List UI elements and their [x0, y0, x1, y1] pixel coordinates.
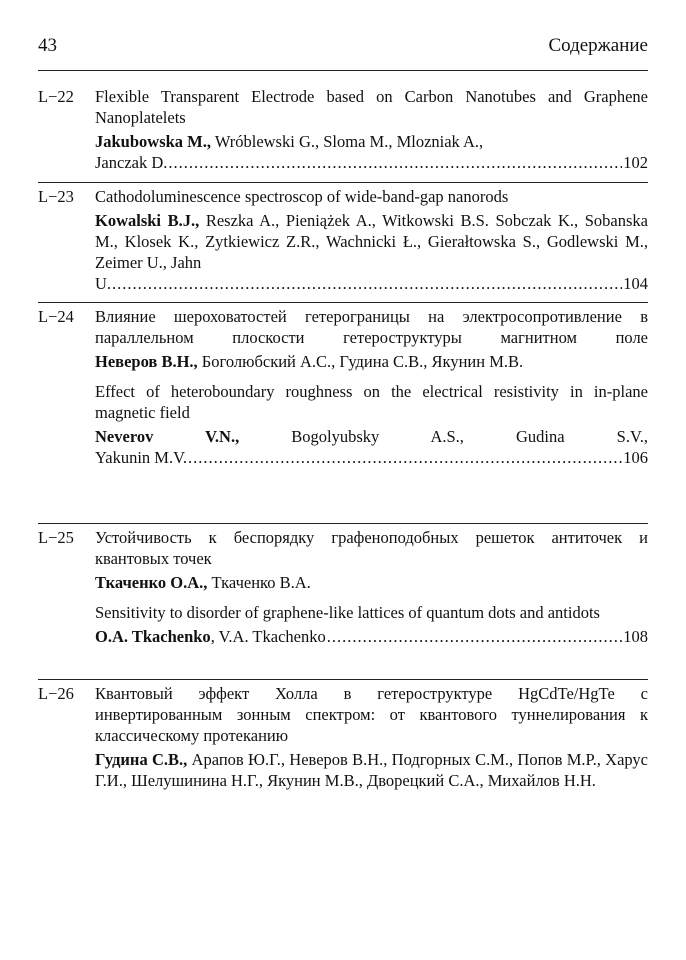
entry-authors-en	[95, 426, 648, 447]
entry-body	[95, 86, 648, 173]
co-authors: Reszka A., Pieniążek A., Witkowski B.S. Sobczak K., Sobanska M., Klosek K., Zytkiewicz Z.R., Wachnicki Ł., Gierałtowska S., Godlewski M., Zeimer U., Jahn	[95, 211, 648, 272]
entry-page-line	[95, 273, 648, 294]
co-authors: Wróblewski G., Sloma M., Mlozniak A.,	[211, 132, 484, 151]
entry-title-en: Effect of heteroboundary roughness on the electrical resistivity in in-plane magnetic field	[95, 382, 648, 422]
entry-page-line	[95, 626, 648, 647]
leader-dots	[112, 273, 622, 294]
page-ref: 102	[623, 153, 648, 172]
entry-title: Flexible Transparent Electrode based on Carbon Nanotubes and Graphene Nanoplatelets	[95, 87, 648, 127]
entry-authors	[95, 210, 648, 273]
entry-page-line	[95, 152, 648, 173]
toc-entry-l25	[38, 527, 648, 647]
leader-dots	[168, 152, 622, 173]
entry-body	[95, 683, 648, 791]
entry-divider	[38, 302, 648, 303]
co-authors: Ткаченко В.А.	[207, 573, 311, 592]
lead-author: Jakubowska M.,	[95, 132, 211, 151]
section-title: Содержание	[548, 35, 648, 56]
entry-authors-ru	[95, 572, 648, 593]
page-number: 43	[38, 35, 57, 56]
entry-authors	[95, 131, 648, 152]
co-authors: Bogolyubsky A.S., Gudina S.V.,	[239, 427, 648, 446]
entry-body	[95, 306, 648, 468]
entry-authors	[95, 749, 648, 791]
last-author: Yakunin M.V.	[95, 448, 188, 467]
entry-code: L−25	[38, 528, 74, 547]
page-header	[38, 34, 648, 62]
entry-title: Квантовый эффект Холла в гетероструктуре HgCdTe/HgTe с инвертированным зонным спектром: от квантового туннелирования к классическому протеканию	[95, 684, 648, 745]
lead-author: Neverov V.N.,	[95, 427, 240, 446]
entry-title-ru: Устойчивость к беспорядку графеноподобных решеток антиточек и квантовых точек	[95, 528, 648, 568]
leader-dots	[327, 626, 623, 647]
entry-authors-en	[95, 626, 326, 647]
page-ref: 106	[623, 448, 648, 467]
page-ref: 108	[623, 627, 648, 646]
entry-divider	[38, 679, 648, 680]
lead-author: Неверов В.Н.,	[95, 352, 198, 371]
toc-entry-l24	[38, 306, 648, 468]
entry-code: L−22	[38, 87, 74, 106]
entry-body	[95, 527, 648, 647]
last-author: Janczak D.	[95, 153, 168, 172]
entry-divider	[38, 523, 648, 524]
lead-author: Гудина С.В.,	[95, 750, 188, 769]
co-authors: Арапов Ю.Г., Неверов В.Н., Подгорных С.М., Попов М.Р., Харус Г.И., Шелушинина Н.Г., Якунин М.В., Дворецкий С.А., Михайлов Н.Н.	[95, 750, 648, 790]
entry-code: L−23	[38, 187, 74, 206]
lead-author: Kowalski B.J.,	[95, 211, 200, 230]
lead-author: Ткаченко О.А.,	[95, 573, 208, 592]
entry-title-en: Sensitivity to disorder of graphene-like lattices of quantum dots and antidots	[95, 603, 600, 622]
entry-code: L−24	[38, 307, 74, 326]
leader-dots	[188, 447, 622, 468]
toc-entry-l26	[38, 683, 648, 791]
header-rule	[38, 70, 648, 71]
entry-authors-ru	[95, 351, 648, 372]
page-ref: 104	[623, 274, 648, 293]
entry-title: Cathodoluminescence spectroscop of wide-band-gap nanorods	[95, 187, 509, 206]
last-author: U.	[95, 274, 112, 293]
entry-title-ru: Влияние шероховатостей гетерограницы на электросопротивление в параллельном плоскости гетероструктуры магнитном поле	[95, 307, 648, 347]
entry-code: L−26	[38, 684, 74, 703]
co-authors: , V.A. Tkachenko	[210, 627, 326, 646]
entry-page-line	[95, 447, 648, 468]
entry-body	[95, 186, 648, 294]
lead-author: O.A. Tkachenko	[95, 627, 211, 646]
toc-entry-l22	[38, 86, 648, 173]
co-authors: Боголюбский А.С., Гудина С.В., Якунин М.В.	[197, 352, 524, 371]
toc-entry-l23	[38, 186, 648, 294]
entry-divider	[38, 182, 648, 183]
